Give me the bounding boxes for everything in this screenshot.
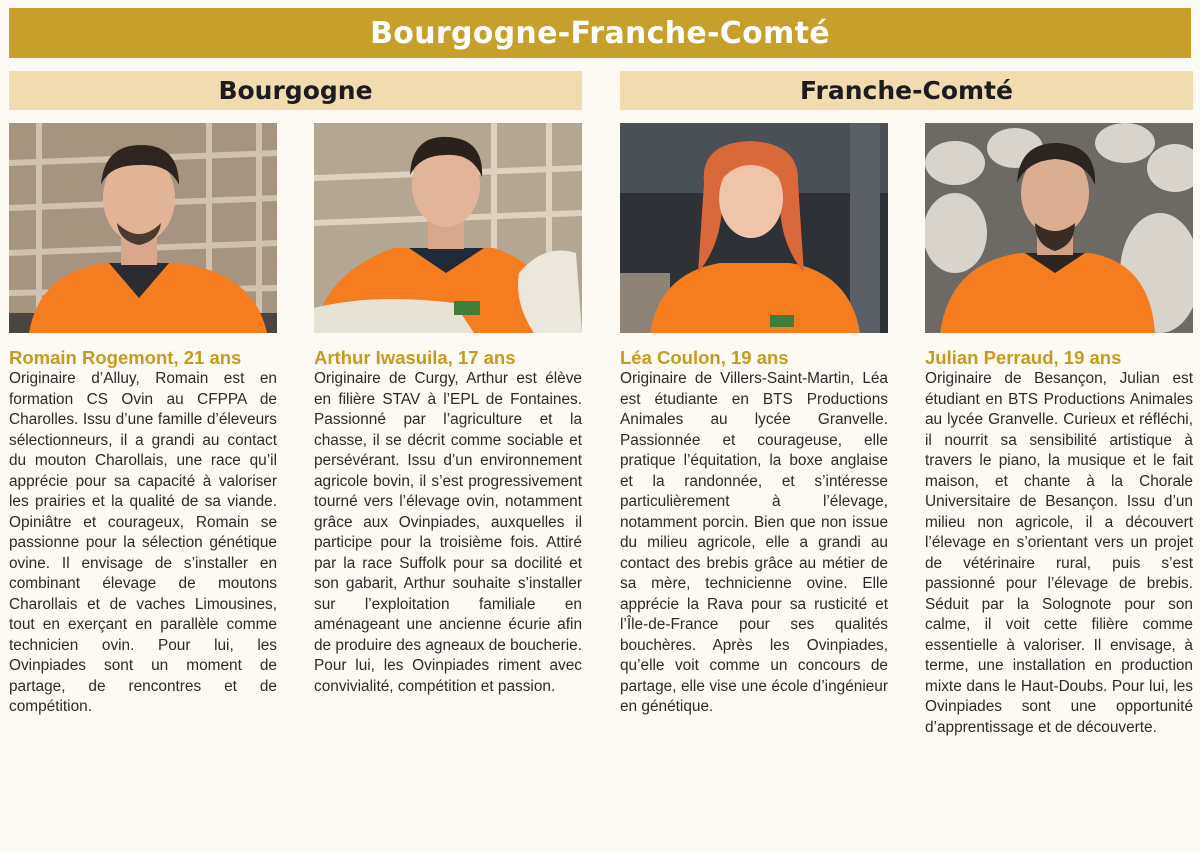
profile-card-arthur <box>314 123 582 697</box>
region-title-bourgogne: Bourgogne <box>218 76 373 105</box>
region-title-franche-comte: Franche-Comté <box>800 76 1013 105</box>
profile-bio: Originaire d’Alluy, Romain est en formation CS Ovin au CFPPA de Charolles. Issu d’une famille d’éleveurs sélectionneurs, il a grandi au contact du mouton Charollais, une race qu’il apprécie pour sa capacité à valoriser les prairies et la qualité de sa viande. Opiniâtre et courageux, Romain se passionne pour la sélection génétique ovine. Il envisage de s’installer en combinant élevage de moutons Charollais et de vaches Limousines, tout en exerçant en parallèle comme technicien ovin. Pour lui, les Ovinpiades sont un moment de partage, de rencontres et de compétition. <box>9 370 277 715</box>
portrait-young-man-with-sheep-icon <box>314 123 582 333</box>
profile-name: Julian Perraud, 19 ans <box>925 347 1122 368</box>
profile-card-romain <box>9 123 277 718</box>
page-title: Bourgogne-Franche-Comté <box>370 15 830 51</box>
portrait-young-woman-red-hair-icon <box>620 123 888 333</box>
profile-card-lea <box>620 123 888 718</box>
profile-name: Arthur Iwasuila, 17 ans <box>314 347 516 368</box>
region-bar-bourgogne <box>9 71 582 110</box>
profile-bio: Originaire de Villers-Saint-Martin, Léa est étudiante en BTS Productions Animales au lycée Granvelle. Passionnée et courageuse, elle pratique l’équitation, la boxe anglaise et la randonnée, et s’intéresse particulièrement à l’élevage, notamment porcin. Bien que non issue du milieu agricole, elle a grandi au contact des brebis grâce au métier de sa mère, technicienne ovine. Elle apprécie la Rava pour sa rusticité et l’Île-de-France pour ses qualités bouchères. Après les Ovinpiades, qu’elle voit comme un concours de partage, elle vise une école d’ingénieur en génétique. <box>620 370 888 715</box>
portrait-young-man-moustache-sheep-flock-icon <box>925 123 1193 333</box>
profile-bio: Originaire de Curgy, Arthur est élève en filière STAV à l’EPL de Fontaines. Passionné par l’agriculture et la chasse, il se décrit comme sociable et persévérant. Issu d’un environnement agricole bovin, il s’est progressivement tourné vers l’élevage ovin, notamment grâce aux Ovinpiades, auxquelles il participe pour la troisième fois. Attiré par la race Suffolk pour sa docilité et son gabarit, Arthur souhaite s’installer sur l’exploitation familiale en aménageant une ancienne écurie afin de produire des agneaux de boucherie. Pour lui, les Ovinpiades riment avec convivialité, compétition et passion. <box>314 370 582 695</box>
region-bar-franche-comte <box>620 71 1193 110</box>
profile-name: Léa Coulon, 19 ans <box>620 347 789 368</box>
profile-bio: Originaire de Besançon, Julian est étudiant en BTS Productions Animales au lycée Granvelle. Curieux et réfléchi, il nourrit sa sensibilité artistique à travers le piano, la musique et le fait maison, et chante à la Chorale Universitaire de Besançon. Issu d’un milieu non agricole, il a découvert l’élevage en s’orientant vers un projet de vétérinaire rural, puis s’est passionné pour l’élevage de brebis. Séduit par la Solognote pour son calme, il voit cette filière comme essentielle à valoriser. Il envisage, à terme, une installation en production mixte dans le Haut-Doubs. Pour lui, les Ovinpiades sont une opportunité d’apprentissage et de découverte. <box>925 370 1193 736</box>
portrait-young-man-orange-shirt-barn-icon <box>9 123 277 333</box>
profile-name: Romain Rogemont, 21 ans <box>9 347 242 368</box>
profile-card-julian <box>925 123 1193 738</box>
main-banner <box>9 8 1191 58</box>
